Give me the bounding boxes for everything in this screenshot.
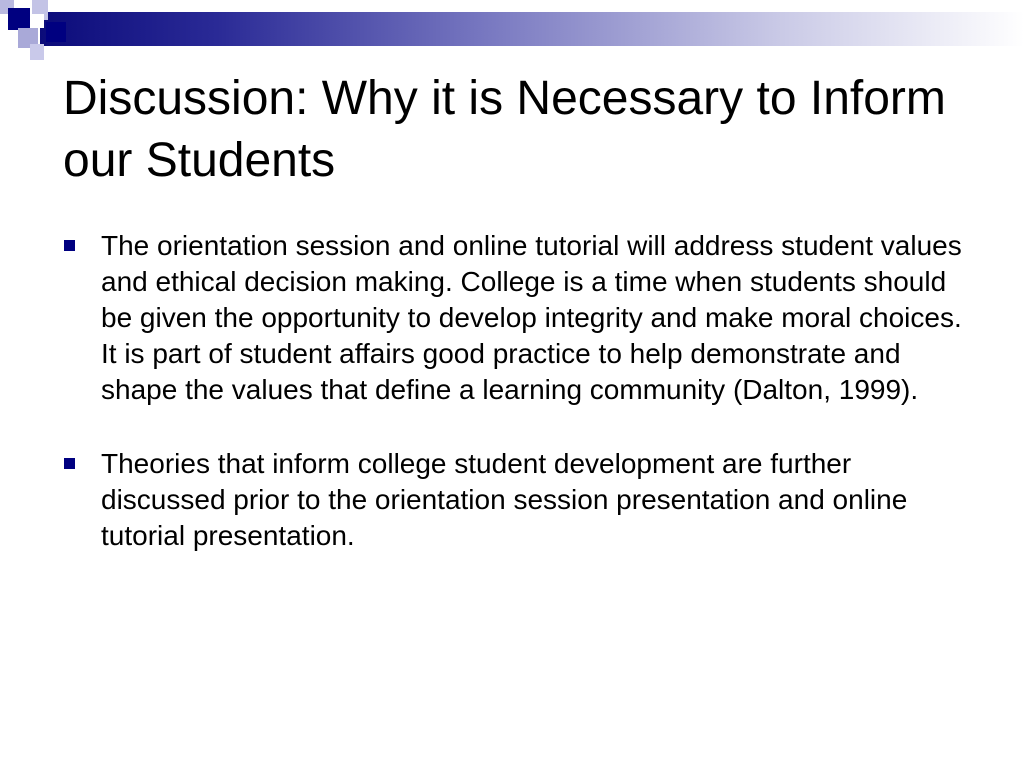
decorative-square [8, 8, 30, 30]
decorative-square [30, 44, 44, 60]
decorative-square [46, 22, 66, 42]
bullet-text: Theories that inform college student development are further discussed prior to the orientation session presentation and online tutorial presentation. [101, 448, 908, 551]
slide-title: Discussion: Why it is Necessary to Inform our Students [63, 72, 946, 187]
bullet-list [64, 228, 969, 592]
bullet-text: The orientation session and online tutorial will address student values and ethical decision making. College is a time when students should be given the opportunity to develop integrity and make moral choices. It is part of student affairs good practice to help demonstrate and shape the values that define a learning community (Dalton, 1999). [101, 230, 962, 405]
bullet-item [64, 228, 969, 408]
square-bullet-icon [64, 240, 75, 251]
header-gradient-bar [40, 12, 1024, 46]
square-bullet-icon [64, 458, 75, 469]
bullet-item [64, 446, 969, 554]
decorative-square [30, 14, 44, 28]
